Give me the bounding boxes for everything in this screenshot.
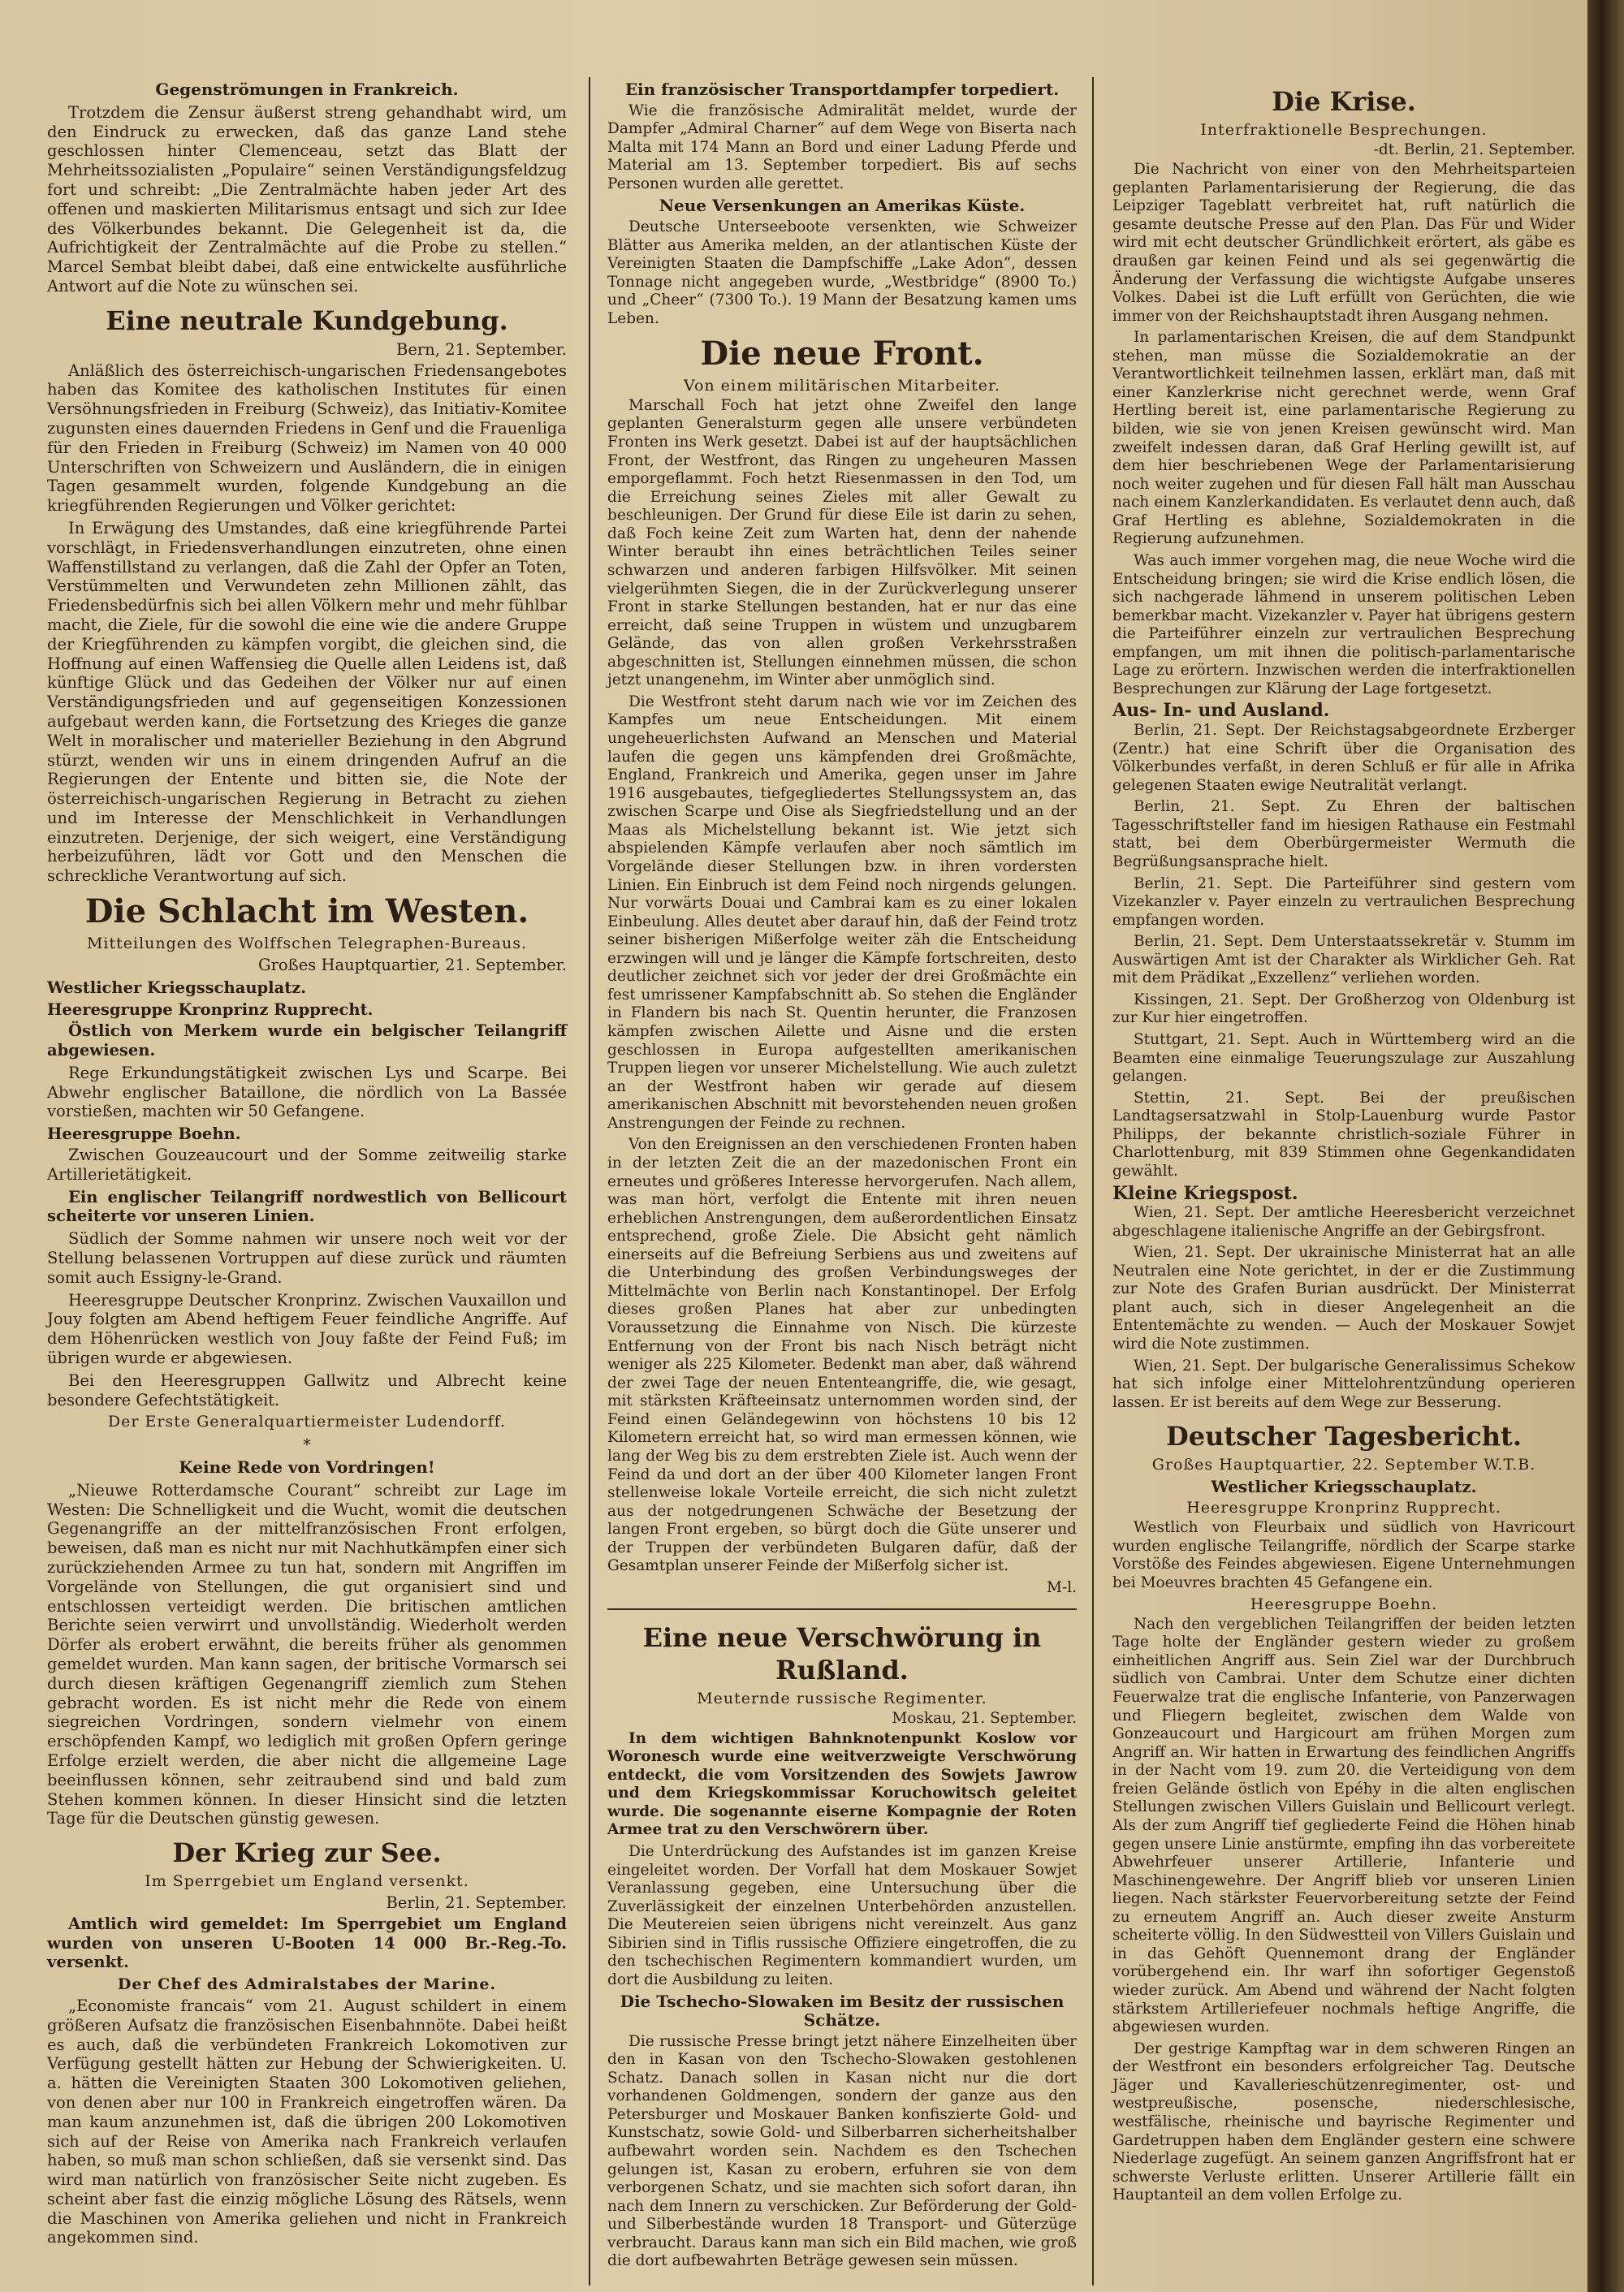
article-text: Bei den Heeresgruppen Gallwitz und Albrecht keine besondere Gefechtstätigkeit. xyxy=(47,1370,567,1409)
column-2 xyxy=(607,77,1077,2274)
headline-krieg-zur-see: Der Krieg zur See. xyxy=(172,1837,442,1869)
headline-keine-rede: Keine Rede von Vordringen! xyxy=(179,1457,435,1477)
news-item: Kissingen, 21. Sept. Der Großherzog von Oldenburg ist zur Kur hier eingetroffen. xyxy=(1112,991,1575,1027)
news-item: Berlin, 21. Sept. Der Reichstagsabgeordnete Erzberger (Zentr.) hat eine Schrift über die Organisation des Völkerbundes verfaßt, in deren Schluß er für alle in Afrika gelegenen Staaten ewige Neutralität verlangt. xyxy=(1112,722,1575,794)
headline-die-krise: Die Krise. xyxy=(1272,86,1416,117)
news-item: Stettin, 21. Sept. Bei der preußischen Landtagsersatzwahl in Stolp-Lauenburg wurde Pastor Philipps, der bekannte christlich-soziale Führer in Charlottenburg, mit 839 Stimmen ohne Gegenkandidaten gewählt. xyxy=(1112,1089,1575,1180)
news-item: Wien, 21. Sept. Der bulgarische Generalissimus Schekow hat sich infolge einer Mittelohrentzündung operieren lassen. Er ist bereits auf dem Wege zur Besserung. xyxy=(1112,1357,1575,1411)
article-text: In Erwägung des Umstandes, daß eine kriegführende Partei vorschlägt, in Friedensverhandlungen einzutreten, ohne einen Waffenstillstand zu verlangen, daß die Zahl der Opfer an Toten, Verstümmelten und Verwundeten zehn Millionen zählt, das Friedensbedürfnis sich bei allen Völkern mehr und mehr fühlbar macht, die Ziele, für die sowohl die eine wie die andere Gruppe der Kriegführenden zu kämpfen vorgibt, die gleichen sind, die Hoffnung auf einen Waffensieg die Quelle allen Leidens ist, daß künftige Glück und das Gedeihen der Völker nur auf einen Verständigungsfrieden und auf gegenseitigen Konzessionen aufgebaut werden kann, die Fortsetzung des Krieges die ganze Welt in moralischer und materieller Beziehung in den Abgrund stürzt, wenden wir uns in einem dringenden Aufruf an die Regierungen der Entente und bitten sie, die Note der österreichisch-ungarischen Regierung in Betracht zu ziehen und im Interesse der Menschlichkeit in Verhandlungen einzutreten. Derjenige, der sich weigert, eine Verständigung herbeizuführen, lädt vor Gott und den Menschen die schreckliche Verantwortung auf sich. xyxy=(47,518,567,886)
article-text: In parlamentarischen Kreisen, die auf dem Standpunkt stehen, man müsse die Sozialdemokratie an der Verantwortlichkeit teilnehmen lassen, erklärt man, daß mit einer Kanzlerkrise nicht gerechnet werde, wenn Graf Hertling bereit ist, eine parlamentarische Regierung zu bilden, wie sie von jenen Kreisen gewünscht wird. Man zweifelt indessen daran, daß Graf Herling gewillt ist, auf dem hier beschriebenen Wege der Parlamentarisierung noch weiter zugehen und für diesen Fall hält man Ausschau nach einem Kanzlerkandidaten. Es verlautet denn auch, daß Graf Hertling es ablehne, Sozialdemokraten in die Regierung aufzunehmen. xyxy=(1112,329,1575,548)
bold-report: Amtlich wird gemeldet: Im Sperrgebiet um England wurden von unseren U-Booten 14 000 Br.-Reg.-To. versenkt. xyxy=(47,1914,567,1972)
article-text: Der gestrige Kampftag war in dem schweren Ringen an der Westfront ein besonders erfolgreicher Tag. Deutsche Jäger und Kavallerieschützenregimenter, ost- und westpreußische, posensche, niederschlesische, westfälische, rheinische und bayrische Regimenter und Gardetruppen haben dem Engländer gestern eine schwere Niederlage zugefügt. An seinem ganzen Angriffsfront hat er schwerste Verluste erlitten. Unserer Artillerie fällt ein Hauptanteil an dem vollen Erfolge zu. xyxy=(1112,2039,1575,2204)
article-text: Trotzdem die Zensur äußerst streng gehandhabt wird, um den Eindruck zu erwecken, daß das ganze Land stehe geschlossen hinter Clemenceau, setzt das Blatt der Mehrheitssozialisten „Populaire“ seinen Verständigungsfeldzug fort und schreibt: „Die Zentralmächte haben jeder Art des offenen und maskierten Militarismus entsagt und sich zur Idee des Völkerbundes bekannt. Die Gelegenheit ist da, die Aufrichtigkeit der Zentralmächte auf die Probe zu stellen.“ Marcel Sembat bleibt dabei, daß eine entwickelte ausführliche Antwort auf die Note zu wünschen sei. xyxy=(47,102,567,296)
bold-report: In dem wichtigen Bahnknotenpunkt Koslow vor Woronesch wurde eine weitverzweigte Verschwörung entdeckt, die vom Vorsitzenden des Sowjets Jawrow und dem Kriegskommissar Koruchowitsch geleitet wurde. Die sogenannte eiserne Kompagnie der Roten Armee trat zu den Verschwörern über. xyxy=(607,1729,1077,1839)
news-item: Berlin, 21. Sept. Zu Ehren der baltischen Tagesschriftsteller fand im hiesigen Rathause ein Festmahl statt, bei dem Oberbürgermeister Wermuth die Begrüßungsansprache hielt. xyxy=(1112,798,1575,870)
dateline: Moskau, 21. September. xyxy=(892,1710,1077,1727)
army-group-label: Heeresgruppe Boehn. xyxy=(47,1124,241,1144)
article-text: „Economiste francais“ vom 21. August schildert in einem größeren Aufsatz die französischen Eisenbahnnöte. Dabei heißt es auch, daß die verbündeten Frankreich Lokomotiven zur Verfügung gestellt hätten zur Hebung der Schwierigkeiten. U. a. hätten die Vereinigten Staaten 300 Lokomotiven geliehen, von denen aber nur 100 in Frankreich eingetroffen wären. Da man kaum anzunehmen ist, daß die übrigen 200 Lokomotiven sich auf der Reise von Amerika nach Frankreich verlaufen haben, so muß man schon schließen, daß sie versenkt sind. Das wird man natürlich von französischer Seite nicht zugeben. Es scheint aber fast die einzig mögliche Lösung des Rätsels, wenn die Maschinen von Amerika geliehen und nicht in Frankreich angekommen sind. xyxy=(47,1996,567,2247)
subheadline: Meuternde russische Regimenter. xyxy=(697,1690,987,1708)
article-text: Rege Erkundungstätigkeit zwischen Lys und Scarpe. Bei Abwehr englischer Bataillone, die nördlich von La Bassée vorstießen, machten wir 50 Gefangene. xyxy=(47,1063,567,1121)
news-item: Stuttgart, 21. Sept. Auch in Württemberg wird an die Beamten eine einmalige Teuerungszulage zur Auszahlung gelangen. xyxy=(1112,1031,1575,1086)
dateline: Großes Hauptquartier, 21. September. xyxy=(258,955,567,974)
dateline: -dt. Berlin, 21. September. xyxy=(1373,140,1575,158)
headline-aus-in-ausland: Aus- In- und Ausland. xyxy=(1112,700,1330,722)
article-text: „Nieuwe Rotterdamsche Courant“ schreibt zur Lage im Westen: Die Schnelligkeit und die Wucht, womit die deutschen Gegenangriffe an der mittelfranzösischen Front erfolgen, beweisen, daß man es nicht nur mit Nachhutkämpfen einer sich zurückziehenden Armee zu tun hat, sondern mit Angriffen im Vorgelände von Stellungen, die gut organisiert sind und entschlossen verteidigt werden. Die britischen amtlichen Berichte seien verwirrt und unvollständig. Wiederholt werden Dörfer als erobert erwähnt, die bereits früher als genommen gemeldet wurden. Man kann sagen, der britische Vormarsch sei durch diesen kräftigen Gegenangriff ziemlich zum Stehen gebracht worden. Es ist nicht mehr die Rede von einem siegreichen Vordringen, sondern vielmehr von einem erschöpfenden Kampf, wo lediglich mit großen Opfern geringe Erfolge erzielt werden, die aber nicht die allgemeine Lage beeinflussen können, sehr zeitraubend sind und bald zum Stehen kommen können. In dieser Hinsicht sind die letzten Tage für die Deutschen günstig gewesen. xyxy=(47,1480,567,1828)
news-item: Wien, 21. Sept. Der amtliche Heeresbericht verzeichnet abgeschlagene italienische Angriffe an der Gebirgsfront. xyxy=(1112,1204,1575,1240)
column-1 xyxy=(47,77,567,2251)
headline-verschwoerung: Eine neue Verschwörung in Rußland. xyxy=(642,1622,1042,1686)
headline-gegenstroemungen: Gegenströmungen in Frankreich. xyxy=(155,80,459,99)
headline-kleine-kriegspost: Kleine Kriegspost. xyxy=(1112,1182,1298,1204)
dateline: Großes Hauptquartier, 22. September W.T.B. xyxy=(1151,1456,1536,1474)
dateline: Berlin, 21. September. xyxy=(386,1893,567,1912)
subheadline: Von einem militärischen Mitarbeiter. xyxy=(683,377,1001,395)
author-signature: M-l. xyxy=(1047,1578,1077,1596)
article-text: Die Nachricht von einer von den Mehrheitsparteien geplanten Parlamentarisierung der Regierung, die das Leipziger Tageblatt verbreitet hat, ruft natürlich die gesamte deutsche Presse auf den Plan. Das Für und Wider wird mit echt deutscher Gründlichkeit erörtert, als gäbe es draußen gar keinen Feind und als sei gegenwärtig die Änderung der Verfassung die wichtigste Aufgabe unseres Volkes. Dabei ist die Luft erfüllt von Gerüchten, die wie immer von der Reichshauptstadt ihren Ausgang nehmen. xyxy=(1112,161,1575,325)
bold-report: Ein englischer Teilangriff nordwestlich von Bellicourt scheiterte vor unseren Linien. xyxy=(47,1187,567,1226)
subheadline: Mitteilungen des Wolffschen Telegraphen-Bureaus. xyxy=(86,934,528,953)
headline-neutrale-kundgebung: Eine neutrale Kundgebung. xyxy=(106,304,508,336)
separator-star: * xyxy=(303,1435,311,1455)
article-text: Anläßlich des österreichisch-ungarischen Friedensangebotes haben das Komitee des katholischen Institutes für einen Versöhnungsfrieden in Freiburg (Schweiz), das Initiativ-Komitee zugunsten eines dauernden Friedens in Genf und die Frauenliga für den Frieden in Freiburg (Schweiz) im Namen von 40 000 Unterschriften von Schweizern und Ausländern, die in einigen Tagen gesammelt wurden, folgende Kundgebung an die kriegführenden Regierungen und Völker gerichtet: xyxy=(47,360,567,516)
article-text: Die russische Presse bringt jetzt nähere Einzelheiten über den in Kasan von den Tschecho-Slowaken gestohlenen Schatz. Danach sollen in Kasan nicht nur die dort vorhandenen Goldmengen, sondern der ganze aus den Petersburger und Moskauer Banken konfiszierte Gold- und Kunstschatz, sowie Gold- und Silberbarren sicherheitshalber aufbewahrt worden sein. Nachdem es den Tschechen gelungen ist, Kasan zu erobern, erfuhren sie von dem verborgenen Schatz, und sie machten sich sofort daran, ihn nach dem Innern zu verschicken. Zur Beförderung der Gold- und Silberbestände wurden 18 Transport- und Güterzüge verbraucht. Daraus kann man sich ein Bild machen, wie groß die dort aufbewahrten Beträge gewesen sein müssen. xyxy=(607,2032,1077,2270)
article-text: Marschall Foch hat jetzt ohne Zweifel den lange geplanten Generalsturm gegen alle unsere verbündeten Fronten ins Werk gesetzt. Dabei ist auf der hauptsächlichen Front, der Westfront, das Ringen zu ungeheuren Massen emporgeflammt. Foch hetzt Riesenmassen in den Tod, um die Erreichung seines Zieles mit aller Gewalt zu beschleunigen. Der Grund für diese Eile ist darin zu sehen, daß Foch keine Zeit zum Warten hat, denn der nahende Winter beraubt ihn eines beträchtlichen Teiles seiner schwarzen und anderen farbigen Hilfsvölker. Mit seinen vielgerühmten Siegen, die in der Zurückverlegung unserer Front in starke Stellungen bestanden, hat er nur das eine erreicht, daß seine Truppen in wüstem und unzugbarem Gelände, das von allen großen Verkehrsstraßen abgeschnitten ist, Stellungen einnehmen müssen, die schon jetzt unangenehm, im Winter aber unmöglich sind. xyxy=(607,396,1077,689)
headline-schlacht-im-westen: Die Schlacht im Westen. xyxy=(84,892,529,931)
signature: Der Erste Generalquartiermeister Ludendorff. xyxy=(107,1413,507,1431)
news-item: Berlin, 21. Sept. Die Parteiführer sind gestern vom Vizekanzler v. Payer einzeln zu vertraulichen Besprechung empfangen worden. xyxy=(1112,874,1575,929)
article-text: Zwischen Gouzeaucourt und der Somme zeitweilig starke Artillerietätigkeit. xyxy=(47,1146,567,1184)
article-text: Die Westfront steht darum nach wie vor im Zeichen des Kampfes um neue Entscheidungen. Mit einem ungeheuerlichsten Aufwand an Menschen und Material laufen die gegen uns kämpfenden drei Großmächte, England, Frankreich und Amerika, gegen unser im Jahre 1916 ausgebautes, tiefgegliedertes Stellungssystem an, das zwischen Scarpe und Oise als Siegfriedstellung und an der Maas als Michelstellung bekannt ist. Wie jetzt sich abspielenden Kämpfe verlaufen aber noch sämtlich im Vorgelände dieser Stellungen bzw. in ihren vordersten Linien. Ein Einbruch ist dem Feind noch nirgends gelungen. Nur vorwärts Douai und Cambrai kam es zu einer lokalen Einbeulung. Alles deutet aber darauf hin, daß der Feind trotz seiner bisherigen Mißerfolge weiter zäh die Entscheidung erzwingen will und je länger die Kämpfe fortschreiten, desto deutlicher zeichnet sich vor jeder der drei Großmächte ein fest umrissener Kampfabschnitt ab. So stehen die Engländer in Flandern bis nach St. Quentin herunter, die Franzosen kämpfen zwischen Ailette und Aisne und die ersten geschlossen in Europa aufgestellten amerikanischen Truppen liegen vor unserer Michelstellung. Wie auch zuletzt an der Westfront haben wir gerade auf diesem amerikanischen Abschnitt mit bevorstehenden neuen großen Anstrengungen der Feinde zu rechnen. xyxy=(607,693,1077,1132)
article-text: Nach den vergeblichen Teilangriffen der beiden letzten Tage holte der Engländer gestern wieder zu großem einheitlichen Angriff aus. Sein Ziel war der Durchbruch südlich von Cambrai. Unter dem Schutze einer dichten Feuerwalze trat die englische Infanterie, von Panzerwagen und Fliegern begleitet, zwischen dem Walde von Gonzeaucourt und Hargicourt am frühen Morgen zum Angriff an. Wir hatten in Erwartung des feindlichen Angriffs in der Nacht vom 19. zum 20. die Verteidigung von dem freien Gelände östlich von Epéhy in die alten englischen Stellungen zwischen Villers Guislain und Bellicourt verlegt. Als der zum Angriff tief gegliederte Feind die Höhen hinab gegen unsere Linie anstürmte, empfing ihn das vorbereitete Abwehrfeuer unserer Artillerie, Infanterie und Maschinengewehre. Der Angriff blieb vor unseren Linien liegen. Nach stärkster Feuervorbereitung setzte der Feind zu erneutem Angriff an. Auch dieser zweite Ansturm scheiterte völlig. In den Südwestteil von Villers Guislain und in das Gehöft Quennemont drang der Engländer vorübergehend ein. Ihr warf ihn sofortiger Gegenstoß wieder zurück. Am Abend und während der Nacht folgten stärkstem Artilleriefeuer nochmals heftige Angriffe, die abgewiesen wurden. xyxy=(1112,1615,1575,2036)
theater-label: Westlicher Kriegsschauplatz. xyxy=(47,978,307,997)
article-text: Die Unterdrückung des Aufstandes ist im ganzen Kreise eingeleitet worden. Der Vorfall hat dem Moskauer Sowjet Veranlassung gegeben, eine Untersuchung über die Zuverlässigkeit der einzelnen Unterbehörden anzustellen. Die Meutereien seien übrigens nicht vereinzelt. Aus ganz Sibirien sind in Tiflis russische Offiziere eingetroffen, die zu den tschechischen Regimentern kommandiert wurden, um dort die Ausbildung zu leiten. xyxy=(607,1842,1077,1988)
subheadline: Im Sperrgebiet um England versenkt. xyxy=(145,1872,469,1891)
article-text: Wie die französische Admiralität meldet, wurde der Dampfer „Admiral Charner“ auf dem Wege von Biserta nach Malta mit 174 Mann an Bord und einer Ladung Pferde und Material am 13. September torpediert. Bis auf sechs Personen wurden alle gerettet. xyxy=(607,101,1077,192)
headline-tschecho-slowaken: Die Tschecho-Slowaken im Besitz der russischen Schätze. xyxy=(620,1992,1065,2030)
headline-transportdampfer: Ein französischer Transportdampfer torpediert. xyxy=(624,80,1060,99)
army-group-label: Heeresgruppe Kronprinz Rupprecht. xyxy=(47,1000,374,1020)
article-text: Was auch immer vorgehen mag, die neue Woche wird die Entscheidung bringen; sie wird die Krise endlich lösen, die sich nachgerade lähmend in unserem politischen Leben bemerkbar macht. Vizekanzler v. Payer hat übrigens gestern die Parteiführer einzeln zur vertraulichen Besprechung empfangen, um mit ihnen die politisch-parlamentarische Lage zu erörtern. Inzwischen werden die interfraktionellen Besprechungen zur Klärung der Lage fortgesetzt. xyxy=(1112,551,1575,697)
subheadline: Interfraktionelle Besprechungen. xyxy=(1200,121,1488,139)
article-text: Südlich der Somme nahmen wir unsere noch weit vor der Stellung belassenen Vortruppen auf diese zurück und räumten somit auch Essigny-le-Grand. xyxy=(47,1229,567,1287)
headline-neue-front: Die neue Front. xyxy=(700,335,984,373)
article-text: Heeresgruppe Deutscher Kronprinz. Zwischen Vauxaillon und Jouy folgten am Abend heftigem Feuer feindliche Angriffe. Auf dem Höhenrücken westlich von Jouy faßte der Feind Fuß; im übrigen wurde er abgewiesen. xyxy=(47,1290,567,1368)
section-divider xyxy=(607,1608,1077,1610)
headline-deutscher-tagesbericht: Deutscher Tagesbericht. xyxy=(1166,1421,1522,1452)
column-rule-left xyxy=(589,77,590,2286)
article-text: Westlich von Fleurbaix und südlich von Havricourt wurden englische Teilangriffe, nördlich der Scarpe starke Vorstöße des Feindes abgewiesen. Eigene Unternehmungen bei Moeuvres brachten 45 Gefangene ein. xyxy=(1112,1518,1575,1591)
column-3 xyxy=(1112,77,1575,2208)
article-text: Von den Ereignissen an den verschiedenen Fronten haben in der letzten Zeit die an der mazedonischen Front ein erneutes und größeres Interesse hervorgerufen. Nach allem, was man hört, verfolgt die Entente mit ihren neuen erheblichen Anstrengungen, dem außerordentlichen Einsatz entsprechend, große Ziele. Die Absicht geht nämlich einerseits auf die Befreiung Serbiens aus und zweitens auf die Unterbindung des großen Verbindungsweges der Mittelmächte von Berlin nach Konstantinopel. Der Erfolg dieses großen Planes hat aber zur unbedingten Voraussetzung die Einnahme von Nisch. Die kürzeste Entfernung von der Front bis nach Nisch beträgt nicht weniger als 225 Kilometer. Bedenkt man aber, daß während der zwei Tage der neuen Ententeangriffe, die, wie gesagt, mit stärksten Kräfteeinsatz unternommen worden sind, der Feind einen Geländegewinn von höchstens 10 bis 12 Kilometern erreicht hat, so wird man ermessen können, wie lang der Weg bis zu dem erstrebten Ziele ist. Auch wenn der Feind da und dort an der über 400 Kilometer langen Front stellenweise lokale Vorteile erreicht, die sich nicht zuletzt aus der notgedrungenen Schwäche der Besetzung der langen Front ergeben, so bürgt doch die Güte unserer und der Truppen der verbündeten Bulgaren dafür, daß der Gesamtplan unserer Feinde der Mißerfolg sicher ist. xyxy=(607,1136,1077,1575)
bold-report: Östlich von Merkem wurde ein belgischer Teilangriff abgewiesen. xyxy=(47,1021,567,1060)
article-text: Deutsche Unterseeboote versenkten, wie Schweizer Blätter aus Amerika melden, an der atlantischen Küste der Vereinigten Staaten die Dampfschiffe „Lake Adon“, dessen Tonnage nicht angegeben wurde, „Westbridge“ (8900 To.) und „Cheer“ (7300 To.). 19 Mann der Besatzung kamen ums Leben. xyxy=(607,218,1077,327)
column-rule-right xyxy=(1092,77,1094,2286)
news-item: Berlin, 21. Sept. Dem Unterstaatssekretär v. Stumm im Auswärtigen Amt ist der Charakter als Wirklicher Geh. Rat mit dem Prädikat „Exzellenz“ verliehen worden. xyxy=(1112,933,1575,987)
army-group-label: Heeresgruppe Boehn. xyxy=(1250,1595,1438,1614)
dateline: Bern, 21. September. xyxy=(395,339,567,359)
news-item: Wien, 21. Sept. Der ukrainische Ministerrat hat an alle Neutralen eine Note gerichtet, in der er die Zustimmung zur Note des Grafen Burian ausdrückt. Der Ministerrat plant auch, sich in dieser Angelegenheit an die Ententemächte zu wenden. — Auch der Moskauer Sowjet wird die Note zustimmen. xyxy=(1112,1244,1575,1353)
headline-versenkungen: Neue Versenkungen an Amerikas Küste. xyxy=(659,196,1026,216)
signature: Der Chef des Admiralstabes der Marine. xyxy=(117,1975,497,1994)
army-group-label: Heeresgruppe Kronprinz Rupprecht. xyxy=(1186,1499,1501,1517)
theater-label: Westlicher Kriegsschauplatz. xyxy=(1211,1476,1477,1496)
book-spine xyxy=(1587,0,1624,2292)
